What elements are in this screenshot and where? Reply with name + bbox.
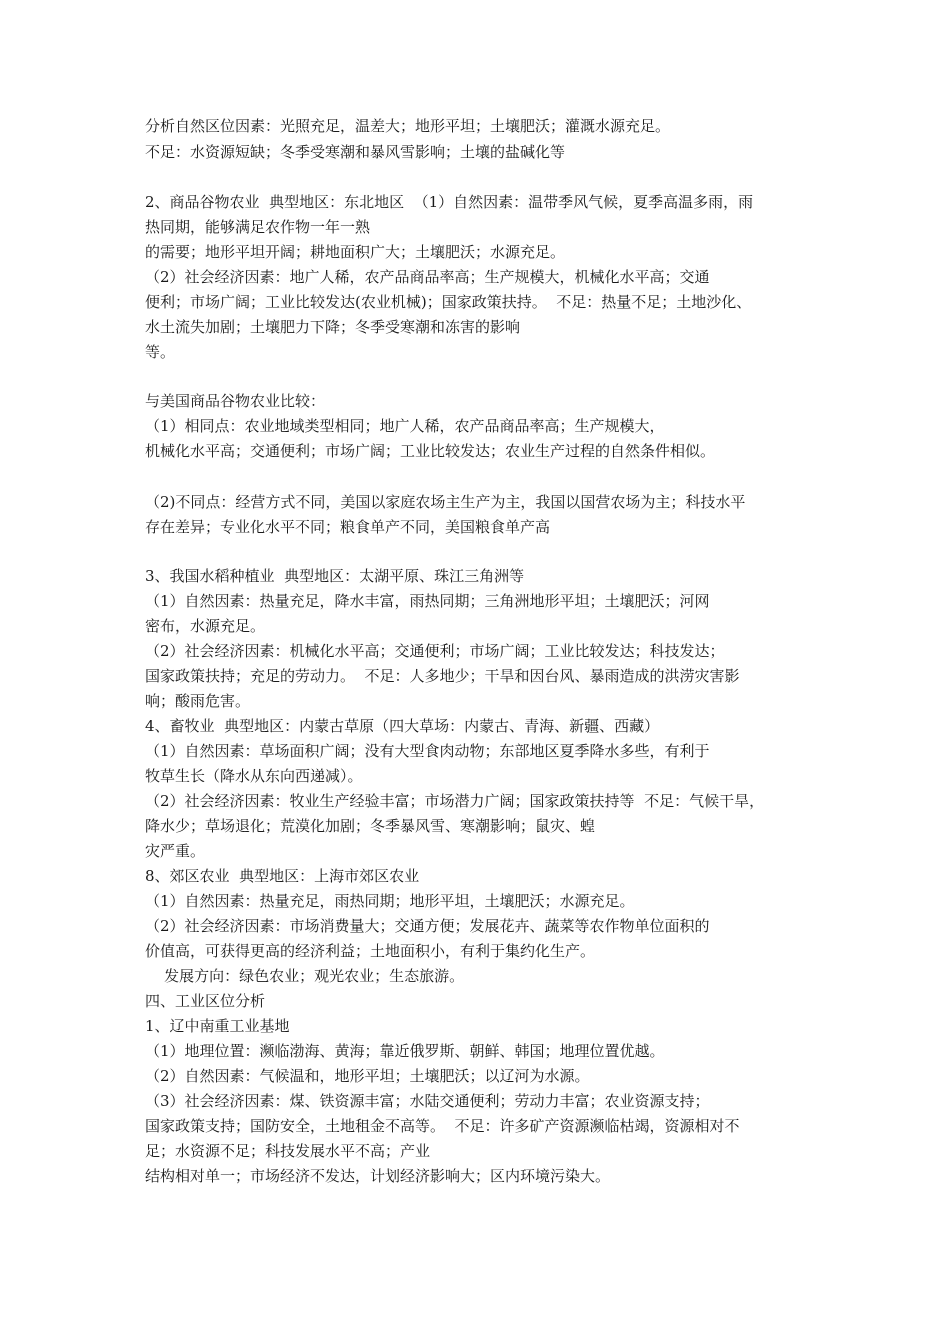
text-line: 灾严重。 [145, 842, 206, 860]
text-line: 3、我国水稻种植业 典型地区：太湖平原、珠江三角洲等 [145, 567, 525, 585]
text-line: 1、辽中南重工业基地 [145, 1017, 290, 1035]
text-line: 2、商品谷物农业 典型地区：东北地区 （1）自然因素：温带季风气候，夏季高温多雨，雨 [145, 193, 754, 211]
text-line: 价值高，可获得更高的经济利益；土地面积小，有利于集约化生产。 [145, 942, 596, 960]
text-line: （2）社会经济因素：牧业生产经验丰富；市场潜力广阔；国家政策扶持等 不足：气候干旱， [145, 792, 765, 810]
text-line: 不足：水资源短缺；冬季受寒潮和暴风雪影响；土壤的盐碱化等 [145, 143, 566, 161]
text-line: （1）地理位置：濒临渤海、黄海；靠近俄罗斯、朝鲜、韩国；地理位置优越。 [145, 1042, 665, 1060]
text-line: （2）社会经济因素：地广人稀，农产品商品率高；生产规模大，机械化水平高；交通 [145, 268, 710, 286]
text-line: 机械化水平高；交通便利；市场广阔；工业比较发达；农业生产过程的自然条件相似。 [145, 442, 716, 460]
text-line: 发展方向：绿色农业；观光农业；生态旅游。 [145, 967, 465, 985]
text-line: （1）自然因素：草场面积广阔；没有大型食肉动物；东部地区夏季降水多些，有利于 [145, 742, 710, 760]
text-line: 足；水资源不足；科技发展水平不高；产业 [145, 1142, 431, 1160]
text-line: 4、畜牧业 典型地区：内蒙古草原（四大草场：内蒙古、青海、新疆、西藏） [145, 717, 660, 735]
text-line: （1）相同点：农业地域类型相同；地广人稀，农产品商品率高；生产规模大， [145, 417, 665, 435]
text-line: 降水少；草场退化；荒漠化加剧；冬季暴风雪、寒潮影响；鼠灾、蝗 [145, 817, 596, 835]
text-line: （2）自然因素：气候温和，地形平坦；土壤肥沃；以辽河为水源。 [145, 1067, 590, 1085]
text-line: 与美国商品谷物农业比较： [145, 392, 326, 410]
text-line: （1）自然因素：热量充足，降水丰富，雨热同期；三角洲地形平坦；土壤肥沃；河网 [145, 592, 710, 610]
text-line: 存在差异；专业化水平不同；粮食单产不同，美国粮食单产高 [145, 518, 551, 536]
text-line: 分析自然区位因素：光照充足，温差大；地形平坦；土壤肥沃；灌溉水源充足。 [145, 117, 671, 135]
text-line: （3）社会经济因素：煤、铁资源丰富；水陆交通便利；劳动力丰富；农业资源支持； [145, 1092, 710, 1110]
text-line: 便利；市场广阔；工业比较发达(农业机械)；国家政策扶持。 不足：热量不足；土地沙化、 [145, 293, 752, 311]
text-line: 响；酸雨危害。 [145, 692, 251, 710]
text-line: 等。 [145, 343, 176, 361]
text-line: 密布，水源充足。 [145, 617, 266, 635]
text-line: 国家政策扶持；充足的劳动力。 不足：人多地少；干旱和因台风、暴雨造成的洪涝灾害影 [145, 667, 740, 685]
text-line: 国家政策支持；国防安全，土地租金不高等。 不足：许多矿产资源濒临枯竭，资源相对不 [145, 1117, 740, 1135]
text-line: （2）社会经济因素：机械化水平高；交通便利；市场广阔；工业比较发达；科技发达； [145, 642, 725, 660]
text-line: 热同期，能够满足农作物一年一熟 [145, 218, 371, 236]
text-line: （1）自然因素：热量充足，雨热同期；地形平坦，土壤肥沃；水源充足。 [145, 892, 635, 910]
text-line: 牧草生长（降水从东向西递减）。 [145, 767, 363, 785]
text-line: （2)不同点：经营方式不同，美国以家庭农场主生产为主，我国以国营农场为主；科技水平 [145, 493, 746, 511]
text-line: 水土流失加剧；土壤肥力下降；冬季受寒潮和冻害的影响 [145, 318, 521, 336]
text-line: 结构相对单一；市场经济不发达，计划经济影响大；区内环境污染大。 [145, 1167, 611, 1185]
section-heading: 四、工业区位分析 [145, 992, 266, 1010]
text-line: 的需要；地形平坦开阔；耕地面积广大；土壤肥沃；水源充足。 [145, 243, 566, 261]
text-line: 8、郊区农业 典型地区：上海市郊区农业 [145, 867, 420, 885]
text-line: （2）社会经济因素：市场消费量大；交通方便；发展花卉、蔬菜等农作物单位面积的 [145, 917, 710, 935]
